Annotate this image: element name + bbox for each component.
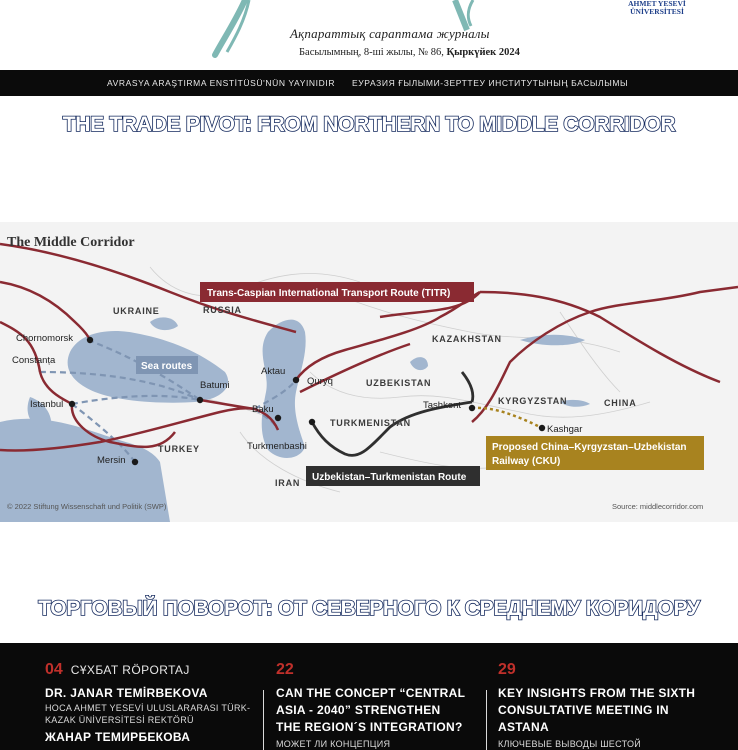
map-title: The Middle Corridor	[7, 235, 135, 250]
uzb-turk-label: Uzbekistan–Turkmenistan Route	[312, 472, 467, 483]
teaser-title: KEY INSIGHTS FROM THE SIXTH CONSULTATIVE MEETING IN ASTANA	[498, 686, 696, 734]
teaser-central-asia-2040[interactable]	[276, 661, 486, 750]
teaser-title-cyrillic: ЖАНАР ТЕМИРБЕКОВА	[45, 730, 191, 744]
teaser-page-number: 29	[498, 661, 516, 678]
teaser-subtitle-cyrillic: МОЖЕТ ЛИ КОНЦЕПЦИЯ	[276, 739, 391, 749]
contents-bar	[0, 643, 738, 750]
divider	[263, 690, 264, 750]
city-aktau: Aktau	[261, 366, 286, 377]
city-constanta: Constanța	[12, 355, 56, 366]
city-mersin: Mersin	[97, 455, 126, 466]
country-kyrgyzstan: KYRGYZSTAN	[498, 396, 568, 406]
country-russia: RUSSIA	[203, 305, 242, 315]
country-uzbekistan: UZBEKISTAN	[366, 378, 432, 388]
divider	[486, 690, 487, 750]
country-kazakhstan: KAZAKHSTAN	[432, 334, 502, 344]
teaser-subtitle: HOCA AHMET YESEVİ ULUSLARARASI TÜRK-KAZAK ÜNİVERSİTESİ REKTÖRÜ	[45, 703, 251, 725]
country-iran: IRAN	[275, 478, 301, 488]
city-kashgar: Kashgar	[547, 424, 583, 435]
publisher-text-kz: ЕУРАЗИЯ ҒЫЛЫМИ-ЗЕРТТЕУ ИНСТИТУТЫНЫҢ БАСЫЛЫМЫ	[352, 78, 629, 88]
teaser-title: CAN THE CONCEPT “CENTRAL ASIA - 2040” STRENGTHEN THE REGION´S INTEGRATION?	[276, 686, 466, 734]
publisher-text-tr: AVRASYA ARAŞTIRMA ENSTİTÜSÜ'NÜN YAYINIDIR	[107, 78, 336, 88]
teaser-interview[interactable]	[45, 661, 260, 746]
teaser-subtitle-cyrillic: КЛЮЧЕВЫЕ ВЫВОДЫ ШЕСТОЙ	[498, 739, 642, 749]
issue-line: Басылымның, 8-ші жылы, № 86, Қыркүйек 2024	[299, 47, 520, 58]
city-baku: Baku	[252, 404, 274, 415]
publisher-bar	[0, 70, 738, 96]
city-istanbul: Istanbul	[30, 399, 64, 410]
city-tashkent: Tashkent	[423, 400, 462, 411]
teaser-consultative-meeting[interactable]	[498, 661, 718, 750]
city-chornomorsk: Chornomorsk	[16, 333, 74, 344]
masthead	[0, 0, 738, 70]
teaser-page-number: 22	[276, 661, 294, 678]
journal-subtitle: Ақпараттық сараптама журналы	[290, 26, 490, 41]
map-source: Source: middlecorridor.com	[612, 502, 704, 511]
university-logo-text: AHMET YESEVİ ÜNİVERSİTESİ	[628, 0, 686, 16]
cku-label-line1: Proposed China–Kyrgyzstan–Uzbekistan	[492, 442, 687, 453]
country-ukraine: UKRAINE	[113, 306, 160, 316]
teaser-page-number: 04	[45, 661, 63, 678]
country-turkey: TURKEY	[158, 444, 200, 454]
teaser-rubric: СҰХБАТ RÖPORTAJ	[70, 663, 190, 677]
headline-russian: ТОРГОВЫЙ ПОВОРОТ: ОТ СЕВЕРНОГО К СРЕДНЕМУ КОРИДОРУ	[38, 597, 700, 620]
middle-corridor-map	[0, 222, 738, 522]
map-copyright: © 2022 Stiftung Wissenschaft und Politik (SWP)	[7, 502, 167, 511]
titr-label: Trans-Caspian International Transport Route (TITR)	[207, 288, 451, 299]
city-batumi: Batumi	[200, 380, 230, 391]
headline-english: THE TRADE PIVOT: FROM NORTHERN TO MIDDLE CORRIDOR	[62, 113, 676, 136]
country-china: CHINA	[604, 398, 637, 408]
teaser-title: DR. JANAR TEMİRBEKOVA	[45, 686, 208, 700]
sea-routes-label: Sea routes	[141, 361, 193, 372]
cku-label-line2: Railway (CKU)	[492, 456, 561, 467]
city-turkmenbashi: Turkmenbashi	[247, 441, 307, 452]
country-turkmenistan: TURKMENISTAN	[330, 418, 411, 428]
city-quryq: Quryq	[307, 376, 333, 387]
